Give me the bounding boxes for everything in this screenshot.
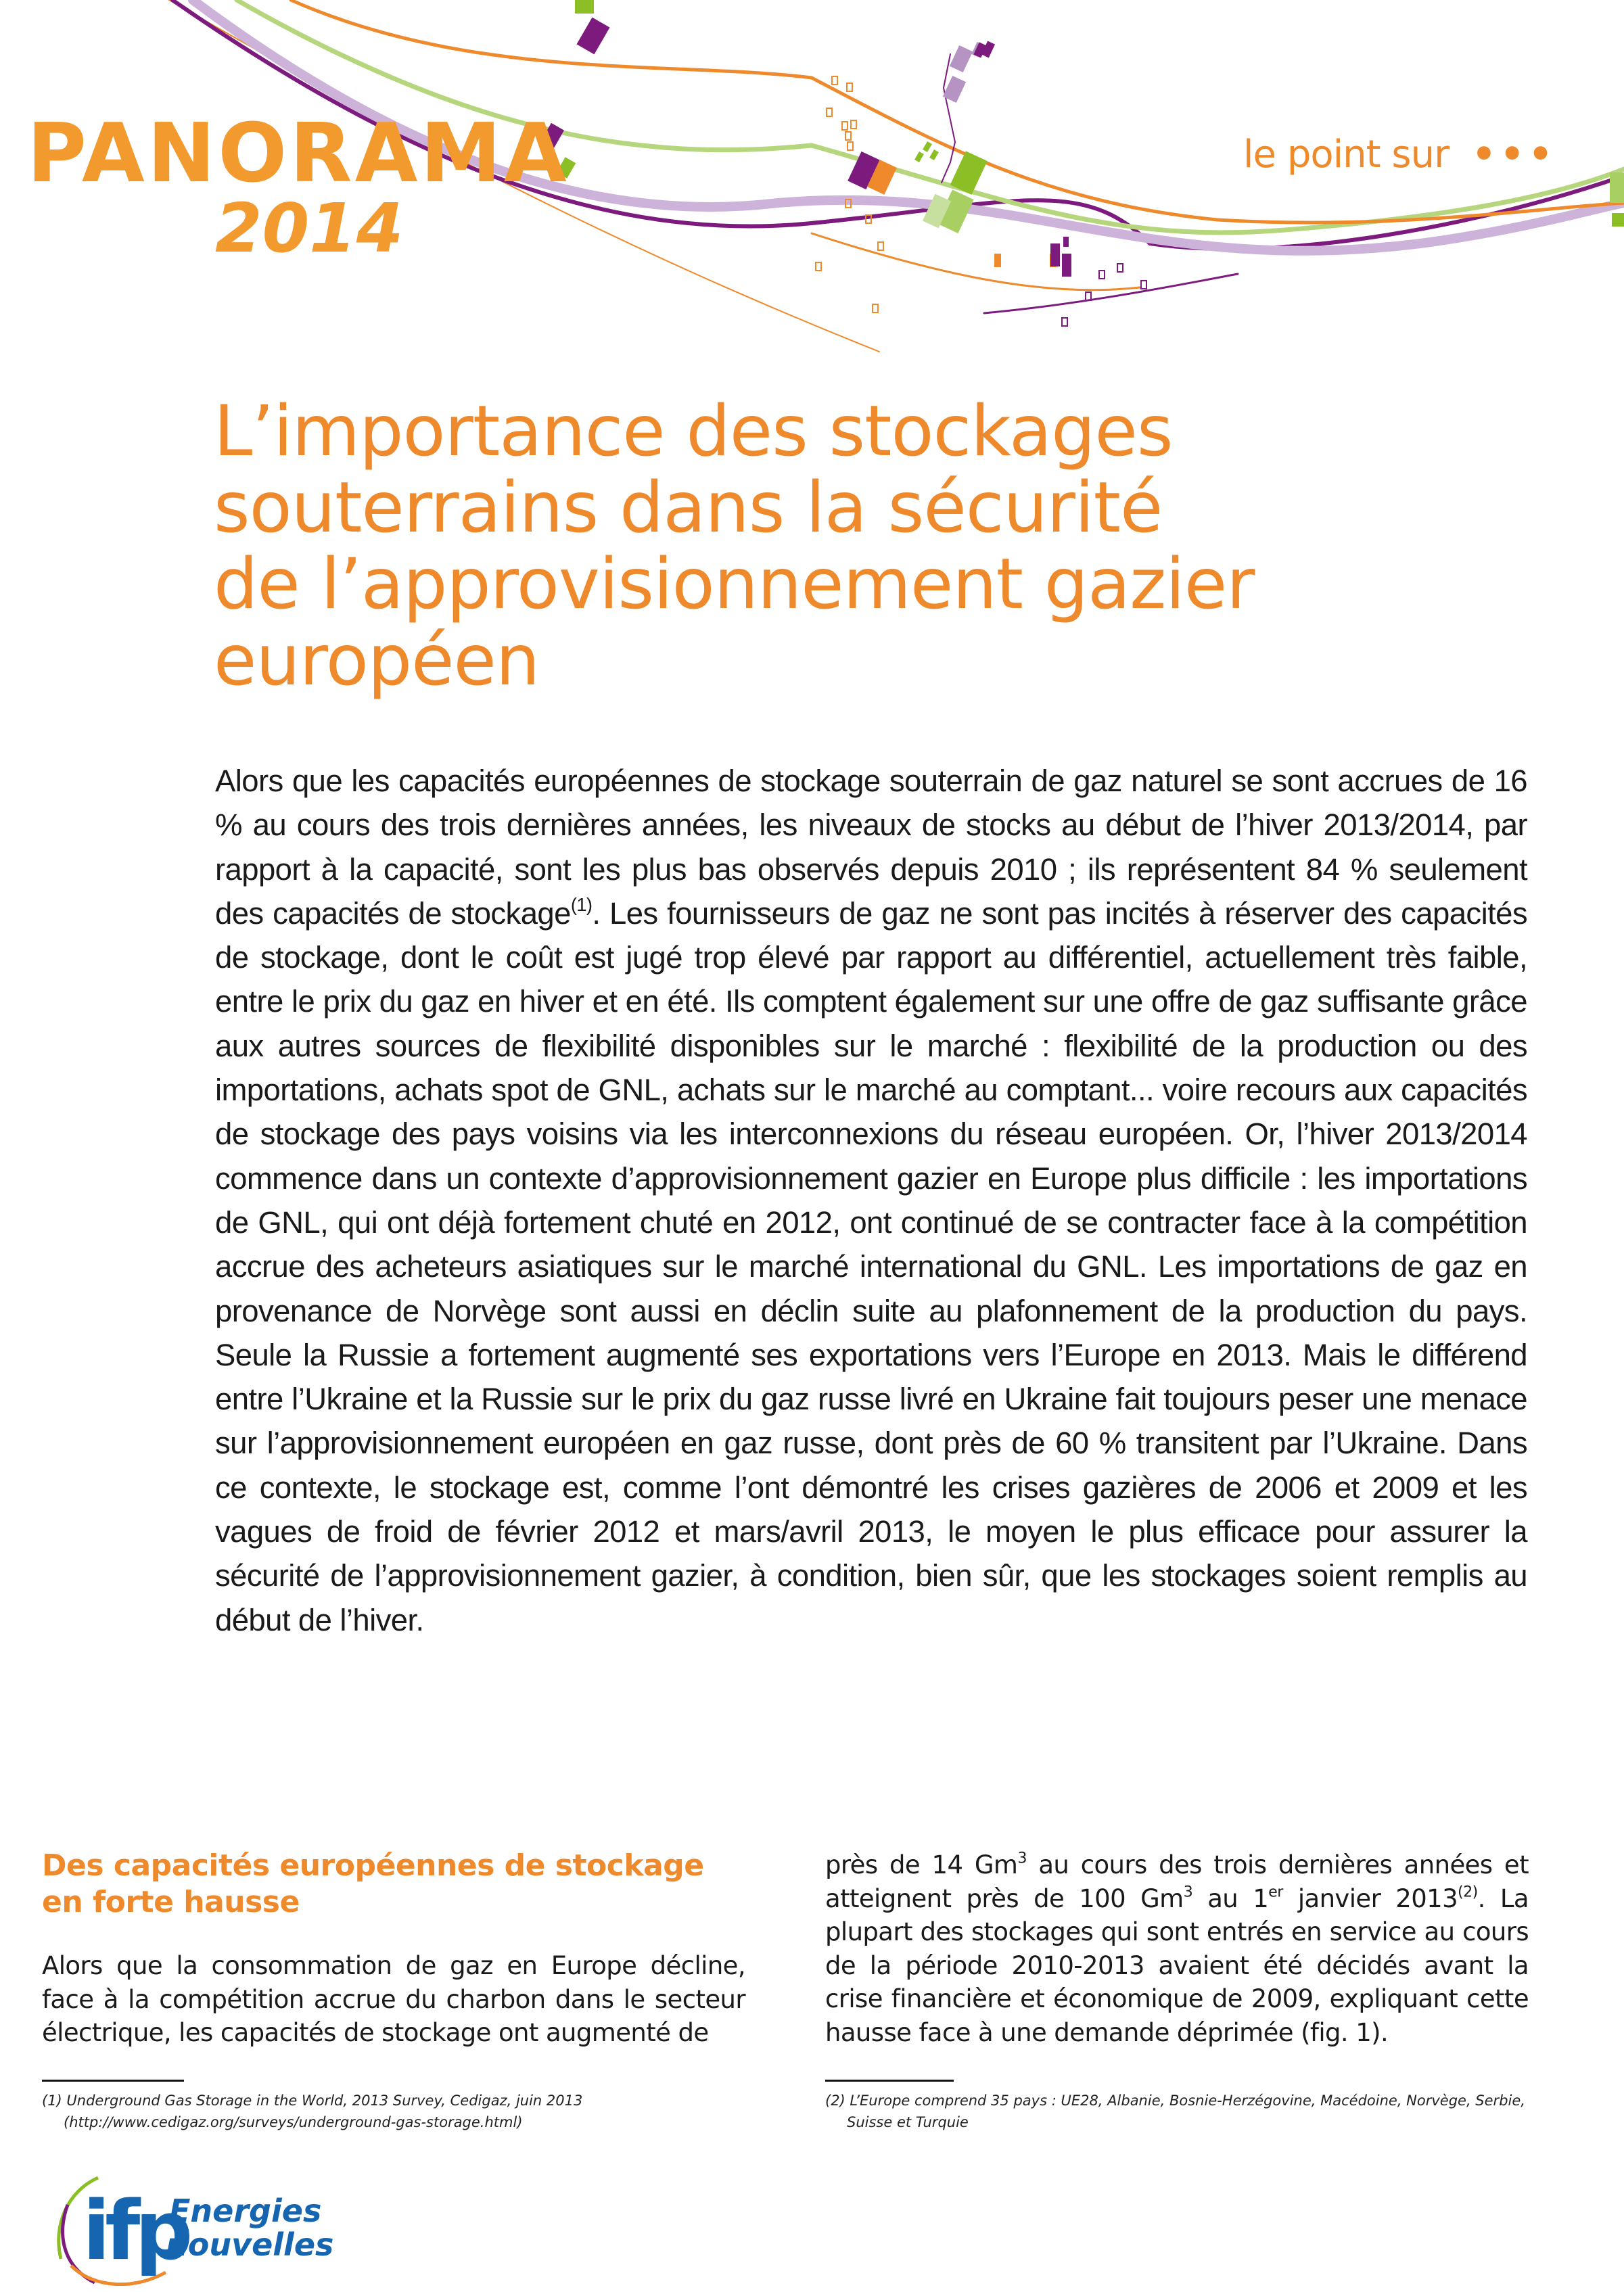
body-text: janvier 2013 [1282, 1884, 1458, 1913]
ifp-logo-mark-icon [41, 2164, 352, 2286]
kicker-dots-icon: ••• [1472, 133, 1557, 177]
logo-word: PANORAMA [27, 107, 570, 201]
ifp-energies-nouvelles-logo [41, 2164, 352, 2286]
kicker-label: le point sur [1243, 133, 1449, 177]
panorama-logo [27, 107, 570, 269]
footnote-text: (2) L’Europe comprend 35 pays : UE28, Albanie, Bosnie-Herzégovine, Macédoine, Norvège, Serbie, [825, 2092, 1525, 2109]
ifp-line2: nouvelles [166, 2226, 334, 2263]
footnote-link[interactable]: (http://www.cedigaz.org/surveys/underground-gas-storage.html) [64, 2114, 523, 2130]
superscript: 3 [1183, 1882, 1193, 1900]
superscript: 3 [1017, 1849, 1027, 1867]
footnote-2 [825, 2090, 1569, 2133]
section-heading-line: Des capacités européennes de stockage [42, 1848, 704, 1883]
footnote-ref-1[interactable]: (1) [570, 893, 593, 915]
intro-text-2: . Les fournisseurs de gaz ne sont pas incités à réserver des capacités de stockage, dont le coût est jugé trop élevé par rapport au différentiel, actuellement très faible, entre le prix du gaz en hiver et en été. Ils comptent également sur une offre de gaz suffisante grâce aux autres sources de flexibilité disponibles sur le marché : flexibilité de la production ou des importations, achats spot de GNL, achats sur le marché au comptant... voire recours aux capacités de stockage des pays voisins via les interconnexions du réseau européen. Or, l’hiver 2013/2014 commence dans un contexte d’approvisionnement gazier en Europe plus difficile : les importations de GNL, qui ont déjà fortement chuté en 2012, ont continué de se contracter face à la compétition accrue des acheteurs asiatiques sur le marché international du GNL. Les importations de gaz en provenance de Norvège sont aussi en déclin suite au plafonnement de la production du pays. Seule la Russie a fortement augmenté ses exportations vers l’Europe en 2013. Mais le différend entre l’Ukraine et la Russie sur le prix du gaz russe livré en Ukraine fait toujours peser une menace sur l’approvisionnement européen en gaz russe, dont près de 60 % transitent par l’Ukraine. Dans ce contexte, le stockage est, comme l’ont démontré les crises gazières de 2006 et 2009 et les vagues de froid de février 2012 et mars/avril 2013, le moyen le plus efficace pour assurer la sécurité de l’approvisionnement gazier, à condition, bien sûr, que les stockages soient remplis au début de l’hiver. [215, 895, 1527, 1637]
article-title [214, 391, 1404, 701]
ifp-line1: Energies [169, 2193, 322, 2229]
intro-paragraph [215, 759, 1527, 1642]
intro-text-1: Alors que les capacités européennes de stockage souterrain de gaz naturel se sont accrues de 16 % au cours des trois dernières années, les niveaux de stocks au début de l’hiver 2013/2014, par rapport à la capacité, sont les plus bas observés depuis 2010 ; ils représentent 84 % seulement des capacités de stockage [215, 764, 1527, 931]
footnote-text: Suisse et Turquie [847, 2114, 969, 2130]
title-line: souterrains dans la sécurité [214, 467, 1163, 548]
section-body-right [825, 1848, 1529, 2049]
section-heading [42, 1848, 745, 1921]
footnote-divider [42, 2080, 184, 2082]
swoosh-purple-low [984, 274, 1238, 313]
superscript: er [1268, 1882, 1283, 1900]
swoosh-purple-vertical [942, 54, 955, 183]
body-text: au cours des trois dernières années et atteignent près de 100 Gm [825, 1850, 1529, 1913]
title-line: européen [214, 620, 540, 701]
section-body-left: Alors que la consommation de gaz en Europe décline, face à la compétition accrue du charbon dans le secteur électrique, les capacités de stockage ont augmenté de [42, 1951, 745, 2047]
ifp-mark: ifp [83, 2184, 188, 2278]
logo-year: 2014 [215, 189, 404, 268]
footnote-ref-2[interactable]: (2) [1458, 1882, 1478, 1900]
footnote-text: (1) Underground Gas Storage in the World, 2013 Survey, Cedigaz, juin 2013 [42, 2092, 583, 2109]
body-text: au 1 [1192, 1884, 1269, 1913]
swoosh-orange-low [812, 233, 1140, 290]
title-line: de l’approvisionnement gazier [214, 544, 1255, 625]
footnote-divider [825, 2080, 954, 2082]
title-line: L’importance des stockages [214, 391, 1173, 472]
body-text: . La plupart des stockages qui sont entrés en service au cours de la période 2010-2013 avaient été décidés avant la crise financière et économique de 2009, expliquant cette hausse face à une demande déprimée (fig. 1). [825, 1884, 1529, 2047]
section-heading-line: en forte hausse [42, 1885, 300, 1919]
footnote-1 [42, 2090, 772, 2133]
body-text: près de 14 Gm [825, 1850, 1018, 1879]
